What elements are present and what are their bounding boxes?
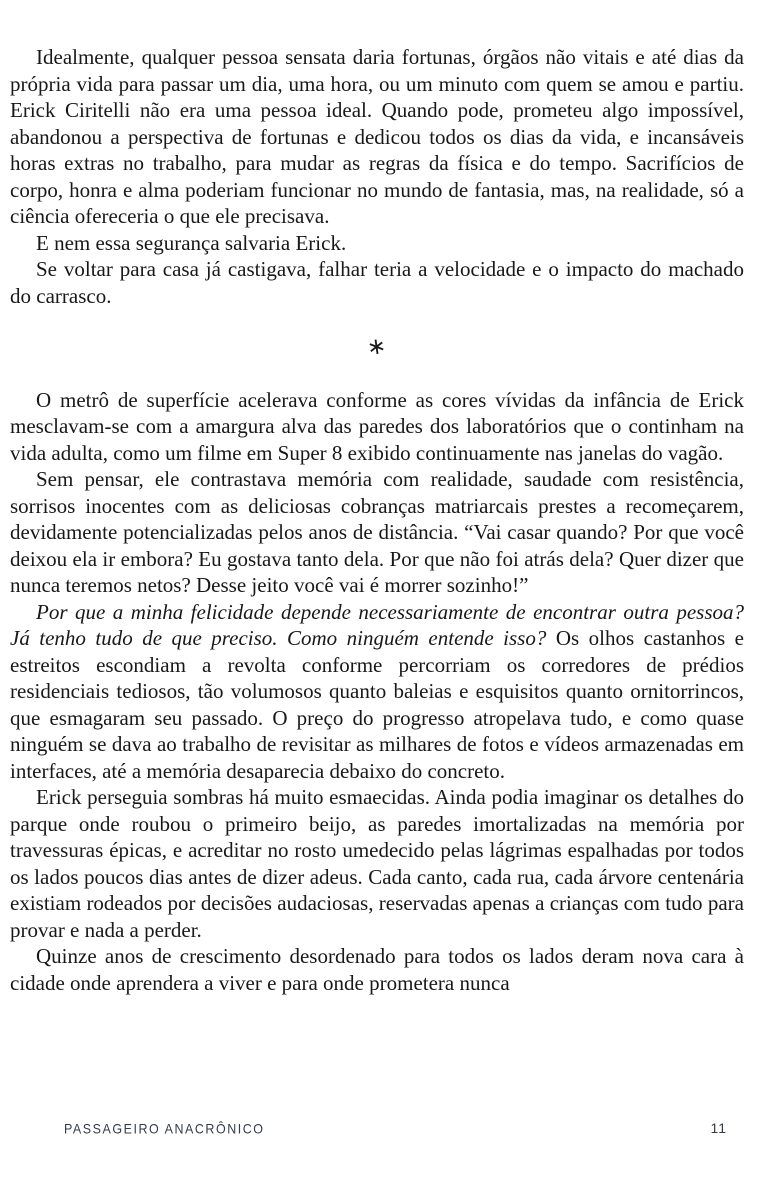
text-block [10, 44, 744, 996]
running-title: PASSAGEIRO ANACRÔNICO [64, 1120, 265, 1137]
section-separator [10, 334, 744, 361]
paragraph: E nem essa segurança salvaria Erick. [36, 230, 347, 255]
page-number: 11 [710, 1120, 727, 1136]
paragraph: Se voltar para casa já castigava, falhar teria a velocidade e o impacto do machado do carrasco. [10, 257, 744, 308]
paragraph: Por que a minha felicidade depende necessariamente de encontrar outra pessoa? Já tenho tudo de que preciso. Como ninguém entende isso? Os olhos castanhos e estreitos escondiam a revolta conforme percorriam os corredores de prédios residenciais tediosos, tão volumosos quanto baleias e esquisitos quanto ornitorrincos, que esmagaram seu passado. O preço do progresso atropelava tudo, e como quase ninguém se dava ao trabalho de revisitar as milhares de fotos e vídeos armazenadas em interfaces, até a memória desaparecia debaixo do concreto. [10, 599, 745, 783]
paragraph: Quinze anos de crescimento desordenado para todos os lados deram nova cara à cidade onde aprendera a viver e para onde prometera nunca [10, 944, 744, 995]
paragraph: Erick perseguia sombras há muito esmaecidas. Ainda podia imaginar os detalhes do parque onde roubou o primeiro beijo, as paredes imortalizadas na memória por travessuras épicas, e acreditar no rosto umedecido pelas lágrimas espalhadas por todos os lados poucos dias antes de dizer adeus. Cada canto, cada rua, cada árvore centenária existiam rodeados por decisões audaciosas, reservadas apenas a crianças com tudo para provar e nada a perder. [10, 785, 744, 942]
page-footer [64, 1120, 727, 1136]
paragraph: O metrô de superfície acelerava conforme as cores vívidas da infância de Erick mesclavam-se com a amargura alva das paredes dos laboratórios que o continham na vida adulta, como um filme em Super 8 exibido continuamente nas janelas do vagão. [10, 387, 744, 465]
asterisk-icon: ∗ [365, 332, 389, 361]
inner-monologue-italic: Por que a minha felicidade depende necessariamente de encontrar outra pessoa? Já tenho tudo de que preciso. Como ninguém entende isso? [10, 599, 744, 650]
paragraph: Idealmente, qualquer pessoa sensata daria fortunas, órgãos não vitais e até dias da própria vida para passar um dia, uma hora, ou um minuto com quem se amou e partiu. Erick Ciritelli não era uma pessoa ideal. Quando pode, prometeu algo impossível, abandonou a perspectiva de fortunas e dedicou todos os dias da vida, e incansáveis horas extras no trabalho, para mudar as regras da física e do tempo. Sacrifícios de corpo, honra e alma poderiam funcionar no mundo de fantasia, mas, na realidade, só a ciência ofereceria o que ele precisava. [10, 45, 744, 228]
paragraph: Sem pensar, ele contrastava memória com realidade, saudade com resistência, sorrisos inocentes com as deliciosas cobranças matriarcais prestes a recomeçarem, devidamente potencializadas pelos anos de distância. “Vai casar quando? Por que você deixou ela ir embora? Eu gostava tanto dela. Por que não foi atrás dela? Quer dizer que nunca teremos netos? Desse jeito você vai é morrer sozinho!” [10, 467, 744, 597]
